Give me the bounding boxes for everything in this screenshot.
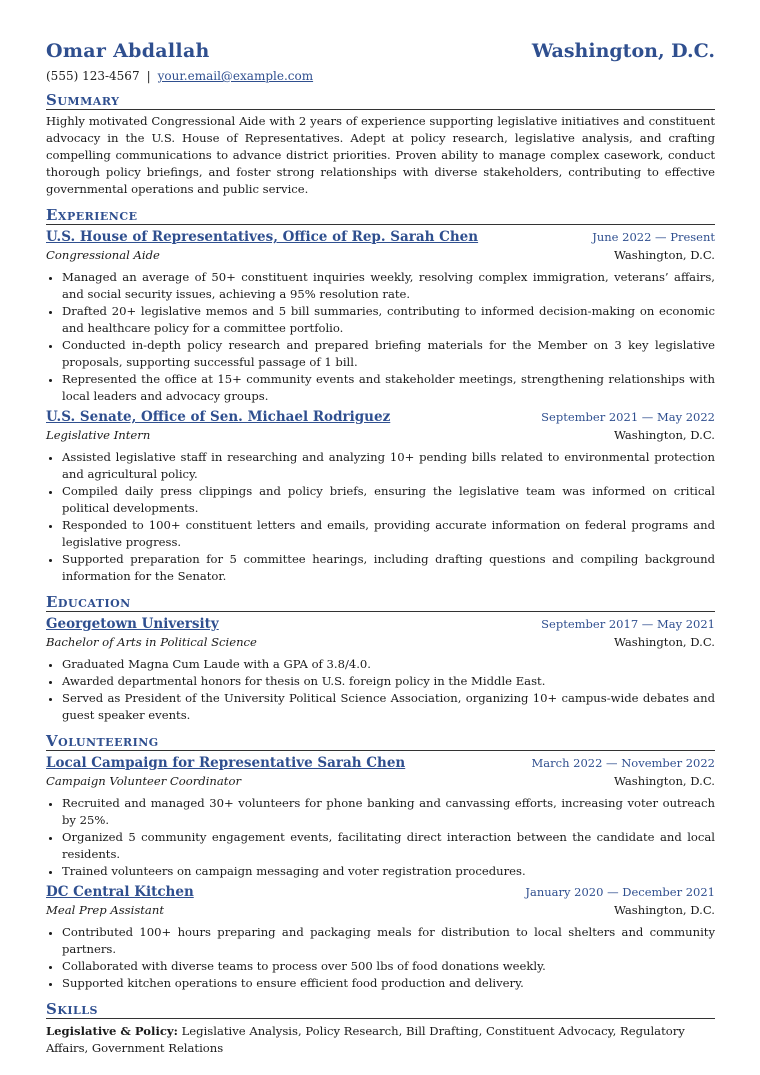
entry-location: Washington, D.C. (613, 774, 715, 788)
section-title-summary: Summary (46, 92, 715, 110)
contact-line (46, 69, 715, 83)
entry-dates: March 2022 — November 2022 (531, 756, 715, 770)
bullet-item: • Conducted in-depth policy research and prepared briefing materials for the Member on 3 key legislative proposals, supporting successful passage of 1 bill. (62, 337, 715, 371)
entry-role: Legislative Intern (46, 428, 151, 442)
entry-dates: September 2017 — May 2021 (541, 617, 715, 631)
bullet-item: • Managed an average of 50+ constituent inquiries weekly, resolving complex immigration, veterans’ affairs, and social security issues, achieving a 95% resolution rate. (62, 269, 715, 303)
entry-subheading-row (46, 773, 715, 790)
bullet-item: • Compiled daily press clippings and policy briefs, ensuring the legislative team was informed on critical political developments. (62, 483, 715, 517)
section-title-volunteering: Volunteering (46, 733, 715, 751)
bullet-item: • Responded to 100+ constituent letters and emails, providing accurate information on federal programs and legislative progress. (62, 517, 715, 551)
entry-bullet-list (46, 924, 715, 992)
entry-bullet-list (46, 795, 715, 880)
bullet-item: • Awarded departmental honors for thesis on U.S. foreign policy in the Middle East. (62, 673, 715, 690)
volunteering-entries (46, 754, 715, 992)
entry-item (46, 228, 715, 405)
bullet-item: • Supported kitchen operations to ensure efficient food production and delivery. (62, 975, 715, 992)
entry-organization-link[interactable]: Local Campaign for Representative Sarah Chen (46, 755, 406, 771)
entry-location: Washington, D.C. (613, 635, 715, 649)
entry-location: Washington, D.C. (613, 903, 715, 917)
bullet-item: • Recruited and managed 30+ volunteers for phone banking and canvassing efforts, increasing voter outreach by 25%. (62, 795, 715, 829)
entry-organization-link[interactable]: U.S. Senate, Office of Sen. Michael Rodriguez (46, 409, 391, 425)
experience-entries (46, 228, 715, 585)
entry-subheading-row (46, 902, 715, 919)
skills-text: Legislative Analysis, Policy Research, Bill Drafting, Constituent Advocacy, Regulatory Affairs, Government Relations (46, 1024, 685, 1055)
bullet-item: • Assisted legislative staff in researching and analyzing 10+ pending bills related to environmental protection and agricultural policy. (62, 449, 715, 483)
bullet-item: • Supported preparation for 5 committee hearings, including drafting questions and compiling background information for the Senator. (62, 551, 715, 585)
bullet-item: • Served as President of the University Political Science Association, organizing 10+ campus-wide debates and guest speaker events. (62, 690, 715, 724)
phone-number: (555) 123-4567 (46, 69, 140, 83)
entry-item (46, 754, 715, 880)
entry-bullet-list (46, 449, 715, 585)
education-section (46, 594, 715, 724)
entry-dates: January 2020 — December 2021 (525, 885, 715, 899)
section-title-experience: Experience (46, 207, 715, 225)
entry-subheading-row (46, 634, 715, 651)
entry-dates: September 2021 — May 2022 (541, 410, 715, 424)
entry-role: Meal Prep Assistant (46, 903, 164, 917)
experience-section (46, 207, 715, 585)
section-title-education: Education (46, 594, 715, 612)
bullet-item: • Represented the office at 15+ community events and stakeholder meetings, strengthening relationships with local leaders and advocacy groups. (62, 371, 715, 405)
entry-location: Washington, D.C. (613, 248, 715, 262)
entry-subheading-row (46, 247, 715, 264)
entry-role: Congressional Aide (46, 248, 160, 262)
entry-heading-row (46, 615, 715, 634)
resume-header (46, 40, 715, 62)
contact-separator: | (146, 69, 151, 83)
bullet-item: • Contributed 100+ hours preparing and packaging meals for distribution to local shelters and community partners. (62, 924, 715, 958)
summary-text: Highly motivated Congressional Aide with 2 years of experience supporting legislative initiatives and constituent advocacy in the U.S. House of Representatives. Adept at policy research, legislative analysis, and crafting compelling communications to advance district priorities. Proven ability to manage complex casework, conduct thorough policy briefings, and foster strong relationships with diverse stakeholders, contributing to effective governmental operations and public service. (46, 114, 715, 196)
bullet-item: • Trained volunteers on campaign messaging and voter registration procedures. (62, 863, 715, 880)
bullet-item: • Graduated Magna Cum Laude with a GPA of 3.8/4.0. (62, 656, 715, 673)
entry-location: Washington, D.C. (613, 428, 715, 442)
entry-bullet-list (46, 269, 715, 405)
entry-organization-link[interactable]: U.S. House of Representatives, Office of Rep. Sarah Chen (46, 229, 479, 245)
entry-heading-row (46, 408, 715, 427)
skills-line (46, 1023, 715, 1057)
volunteering-section (46, 733, 715, 992)
entry-heading-row (46, 883, 715, 902)
bullet-item: • Collaborated with diverse teams to process over 500 lbs of food donations weekly. (62, 958, 715, 975)
entry-dates: June 2022 — Present (592, 230, 715, 244)
summary-section (46, 92, 715, 198)
entry-item (46, 615, 715, 724)
resume-page (46, 40, 715, 1057)
entry-organization-link[interactable]: DC Central Kitchen (46, 884, 194, 900)
candidate-location: Washington, D.C. (531, 40, 715, 62)
entry-item (46, 883, 715, 992)
entry-heading-row (46, 754, 715, 773)
entry-role: Bachelor of Arts in Political Science (46, 635, 257, 649)
skills-section (46, 1001, 715, 1057)
entry-role: Campaign Volunteer Coordinator (46, 774, 241, 788)
bullet-item: • Drafted 20+ legislative memos and 5 bill summaries, contributing to informed decision-making on economic and healthcare policy for a committee portfolio. (62, 303, 715, 337)
entry-organization-link[interactable]: Georgetown University (46, 616, 219, 632)
skills-label: Legislative & Policy: (46, 1024, 178, 1038)
section-title-skills: Skills (46, 1001, 715, 1019)
entry-subheading-row (46, 427, 715, 444)
candidate-name: Omar Abdallah (46, 40, 210, 62)
email-link[interactable]: your.email@example.com (157, 69, 314, 83)
entry-bullet-list (46, 656, 715, 724)
education-entries (46, 615, 715, 724)
entry-item (46, 408, 715, 585)
entry-heading-row (46, 228, 715, 247)
bullet-item: • Organized 5 community engagement events, facilitating direct interaction between the candidate and local residents. (62, 829, 715, 863)
